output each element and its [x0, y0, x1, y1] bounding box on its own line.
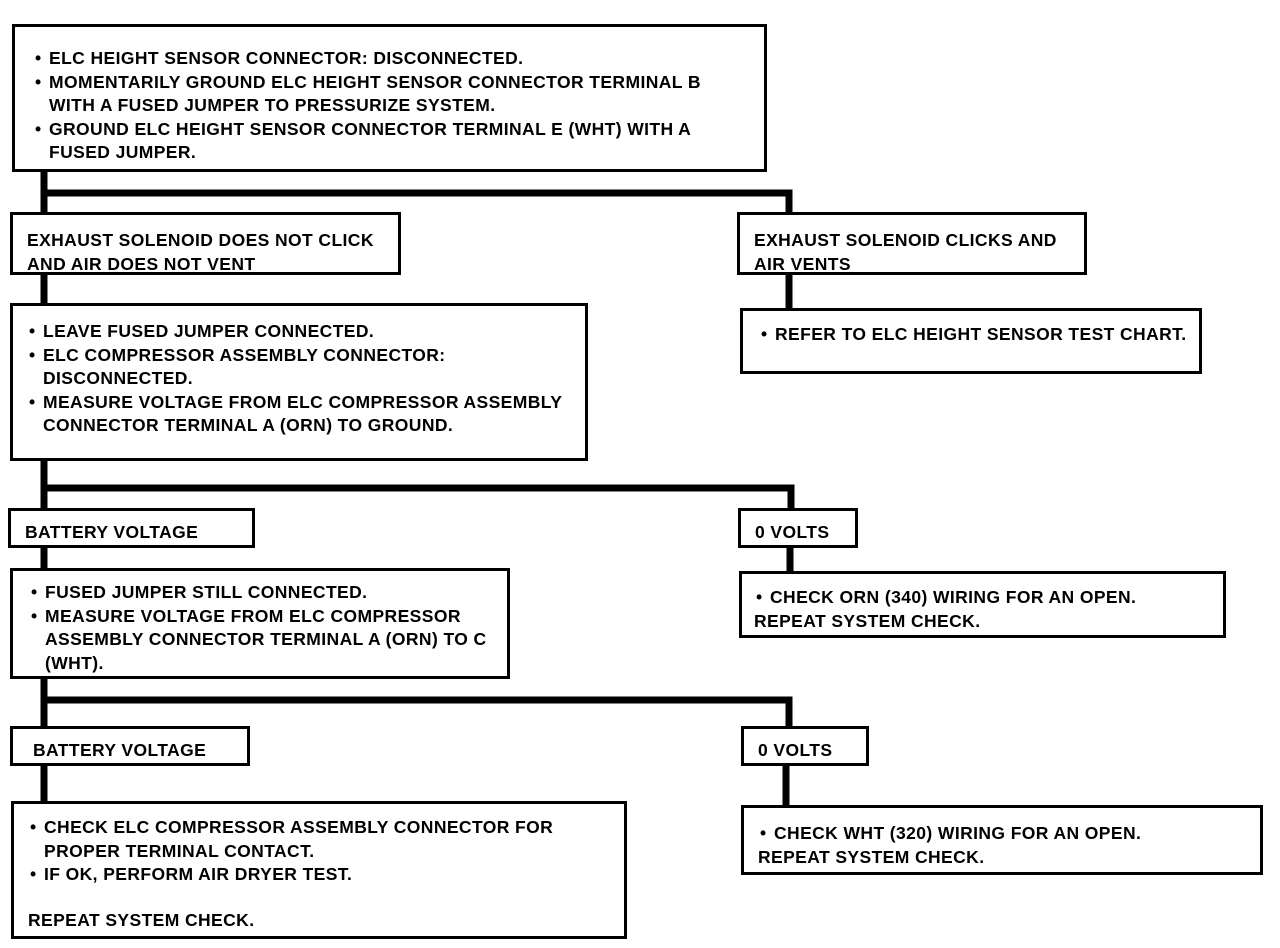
start-step-item: • ELC HEIGHT SENSOR CONNECTOR: DISCONNECTED.	[33, 47, 748, 71]
measure-orn-item: • ELC COMPRESSOR ASSEMBLY CONNECTOR: DISCONNECTED.	[27, 344, 573, 391]
connector-measure-split	[44, 461, 791, 508]
check-wht-repeat-text: REPEAT SYSTEM CHECK.	[758, 846, 985, 867]
measure-orn-item: • MEASURE VOLTAGE FROM ELC COMPRESSOR ASSEMBLY CONNECTOR TERMINAL A (ORN) TO GROUND.	[27, 391, 573, 438]
result-zero-volts-1-text: 0 VOLTS	[755, 522, 830, 542]
check-terminal-list	[28, 816, 614, 887]
check-orn-item: • CHECK ORN (340) WIRING FOR AN OPEN.	[754, 586, 1215, 610]
result-clicks-text: EXHAUST SOLENOID CLICKS AND AIR VENTS	[754, 230, 1057, 274]
check-orn-repeat-text: REPEAT SYSTEM CHECK.	[754, 610, 981, 631]
check-terminal-item: • IF OK, PERFORM AIR DRYER TEST.	[28, 863, 614, 887]
refer-sensor-list	[759, 323, 1191, 347]
measure-a-to-c-item: • FUSED JUMPER STILL CONNECTED.	[29, 581, 495, 605]
measure-orn-list	[27, 320, 573, 438]
check-orn-list	[754, 586, 1215, 610]
start-step-item: • MOMENTARILY GROUND ELC HEIGHT SENSOR CONNECTOR TERMINAL B WITH A FUSED JUMPER TO PRESSURIZE SYSTEM.	[33, 71, 748, 118]
connector-measure-ac-split	[44, 679, 789, 726]
check-terminal-item: • CHECK ELC COMPRESSOR ASSEMBLY CONNECTOR FOR PROPER TERMINAL CONTACT.	[28, 816, 614, 863]
check-terminal-contact-box	[11, 801, 627, 939]
connector-start-split	[44, 172, 789, 212]
measure-a-to-c-list	[29, 581, 495, 675]
refer-sensor-chart-box	[740, 308, 1202, 374]
start-step-list	[33, 47, 748, 165]
result-zero-volts-1-box	[738, 508, 858, 548]
check-wht-item: • CHECK WHT (320) WIRING FOR AN OPEN.	[758, 822, 1252, 846]
result-battery-voltage-1-box	[8, 508, 255, 548]
result-no-click-box	[10, 212, 401, 275]
measure-a-to-c-item: • MEASURE VOLTAGE FROM ELC COMPRESSOR ASSEMBLY CONNECTOR TERMINAL A (ORN) TO C (WHT).	[29, 605, 495, 676]
result-battery-voltage-2-box	[10, 726, 250, 766]
start-step-item: • GROUND ELC HEIGHT SENSOR CONNECTOR TERMINAL E (WHT) WITH A FUSED JUMPER.	[33, 118, 748, 165]
result-zero-volts-2-box	[741, 726, 869, 766]
result-clicks-box	[737, 212, 1087, 275]
result-battery-voltage-2-text: BATTERY VOLTAGE	[33, 740, 207, 760]
result-battery-voltage-1-text: BATTERY VOLTAGE	[25, 522, 199, 542]
start-step-box	[12, 24, 767, 172]
measure-orn-item: • LEAVE FUSED JUMPER CONNECTED.	[27, 320, 573, 344]
result-no-click-text: EXHAUST SOLENOID DOES NOT CLICK AND AIR DOES NOT VENT	[27, 230, 374, 274]
check-wht-wiring-box	[741, 805, 1263, 875]
measure-orn-step-box	[10, 303, 588, 461]
check-wht-list	[758, 822, 1252, 846]
refer-sensor-item: • REFER TO ELC HEIGHT SENSOR TEST CHART.	[759, 323, 1191, 347]
measure-a-to-c-step-box	[10, 568, 510, 679]
result-zero-volts-2-text: 0 VOLTS	[758, 740, 833, 760]
check-orn-wiring-box	[739, 571, 1226, 638]
check-terminal-repeat-text: REPEAT SYSTEM CHECK.	[28, 909, 255, 930]
